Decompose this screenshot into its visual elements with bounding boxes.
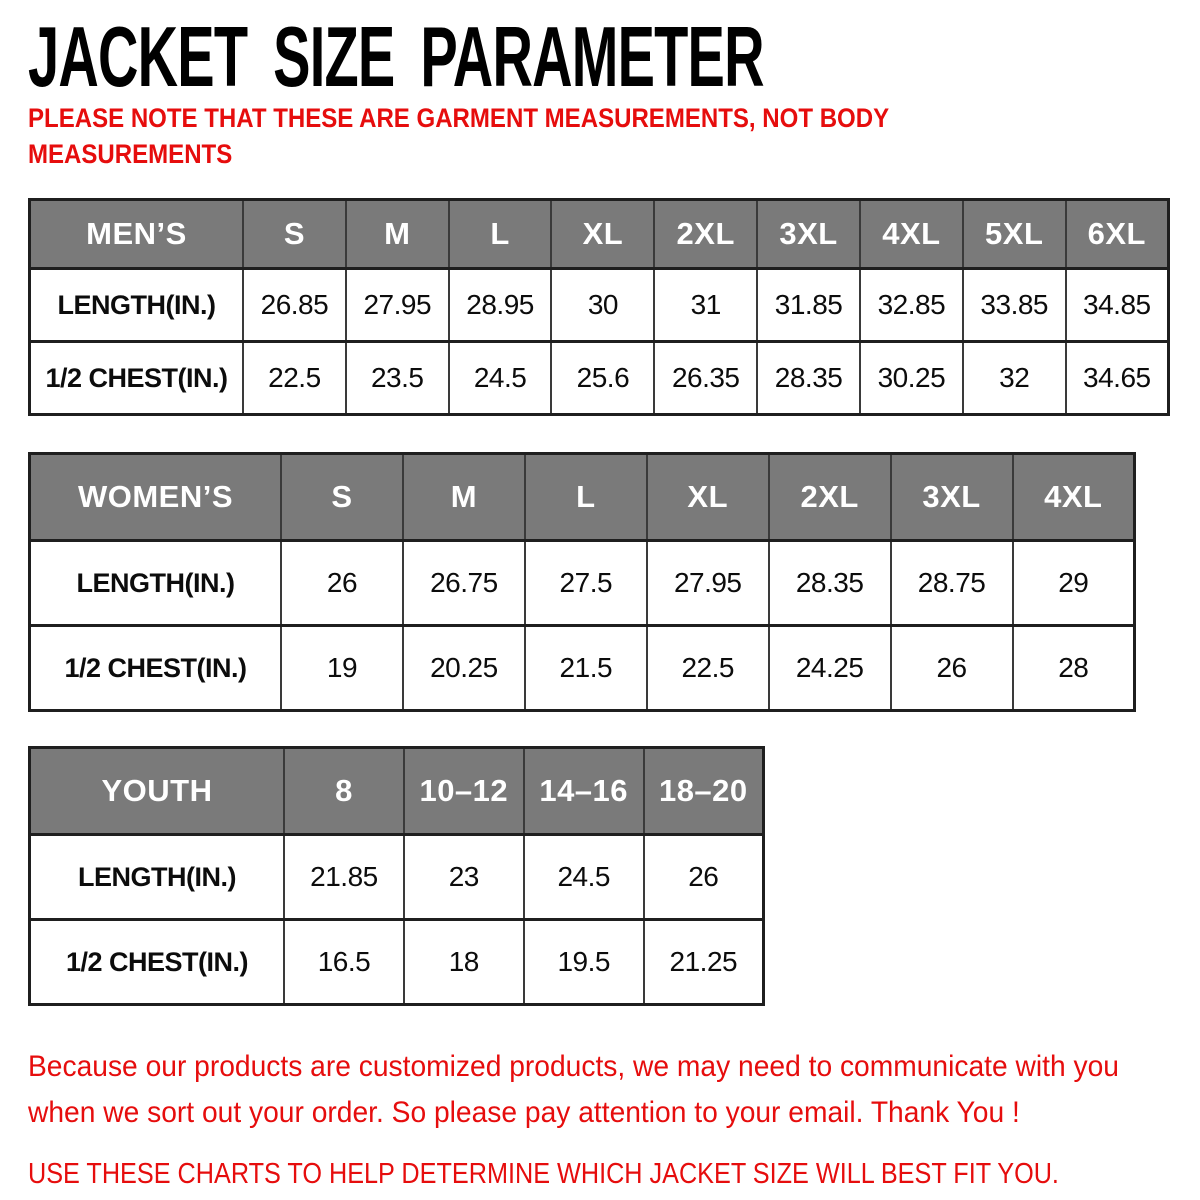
measurement-value-cell: 28.35	[757, 342, 860, 415]
size-header-cell: XL	[551, 200, 654, 269]
custom-order-notice	[28, 1044, 1200, 1136]
measurement-value-cell: 32	[963, 342, 1066, 415]
measurement-value-cell: 34.85	[1066, 269, 1169, 342]
measurement-value-cell: 26	[891, 626, 1013, 711]
measurement-row	[30, 920, 764, 1005]
womens-group-label-cell: WOMEN’S	[30, 454, 282, 541]
measurement-value-cell: 30.25	[860, 342, 963, 415]
size-header-cell: 4XL	[860, 200, 963, 269]
measurement-value-cell: 20.25	[403, 626, 525, 711]
measurement-value-cell: 26	[281, 541, 403, 626]
measurement-value-cell: 24.5	[449, 342, 552, 415]
size-header-cell: 10–12	[404, 748, 524, 835]
size-header-cell: 8	[284, 748, 404, 835]
size-header-cell: 4XL	[1013, 454, 1135, 541]
measurement-value-cell: 28.35	[769, 541, 891, 626]
size-header-row	[30, 454, 1135, 541]
measurement-label-cell: 1/2 CHEST(IN.)	[30, 920, 285, 1005]
size-header-cell: 6XL	[1066, 200, 1169, 269]
page-title: JACKET SIZE PARAMETER	[28, 9, 764, 105]
size-header-cell: L	[525, 454, 647, 541]
measurement-row	[30, 541, 1135, 626]
measurement-value-cell: 16.5	[284, 920, 404, 1005]
measurement-value-cell: 33.85	[963, 269, 1066, 342]
mens-size-table	[28, 198, 1170, 416]
measurement-value-cell: 31.85	[757, 269, 860, 342]
measurement-value-cell: 22.5	[647, 626, 769, 711]
measurement-value-cell: 27.95	[346, 269, 449, 342]
measurement-value-cell: 28	[1013, 626, 1135, 711]
size-header-cell: 3XL	[757, 200, 860, 269]
measurement-value-cell: 27.95	[647, 541, 769, 626]
measurement-row	[30, 342, 1169, 415]
size-header-cell: 14–16	[524, 748, 644, 835]
garment-measurement-note	[28, 100, 1200, 172]
measurement-value-cell: 31	[654, 269, 757, 342]
size-header-cell: S	[243, 200, 346, 269]
measurement-value-cell: 21.85	[284, 835, 404, 920]
measurement-value-cell: 24.25	[769, 626, 891, 711]
size-header-cell: 5XL	[963, 200, 1066, 269]
custom-order-notice-line-1: Because our products are customized products, we may need to communicate with you	[28, 1050, 1119, 1083]
measurement-value-cell: 22.5	[243, 342, 346, 415]
note-line-2: MEASUREMENTS	[28, 139, 233, 169]
measurement-value-cell: 23	[404, 835, 524, 920]
measurement-value-cell: 26	[644, 835, 764, 920]
custom-order-notice-line-2: when we sort out your order. So please pay attention to your email. Thank You !	[28, 1096, 1020, 1129]
size-header-cell: 2XL	[769, 454, 891, 541]
measurement-value-cell: 25.6	[551, 342, 654, 415]
measurement-label-cell: LENGTH(IN.)	[30, 835, 285, 920]
youth-size-table	[28, 746, 765, 1006]
measurement-label-cell: 1/2 CHEST(IN.)	[30, 626, 282, 711]
measurement-value-cell: 21.25	[644, 920, 764, 1005]
measurement-row	[30, 835, 764, 920]
measurement-value-cell: 26.85	[243, 269, 346, 342]
size-header-cell: S	[281, 454, 403, 541]
measurement-value-cell: 28.75	[891, 541, 1013, 626]
measurement-value-cell: 28.95	[449, 269, 552, 342]
chart-usage-advice: USE THESE CHARTS TO HELP DETERMINE WHICH JACKET SIZE WILL BEST FIT YOU.	[28, 1158, 1059, 1190]
measurement-label-cell: LENGTH(IN.)	[30, 541, 282, 626]
measurement-value-cell: 32.85	[860, 269, 963, 342]
size-header-cell: 3XL	[891, 454, 1013, 541]
measurement-value-cell: 19.5	[524, 920, 644, 1005]
measurement-value-cell: 24.5	[524, 835, 644, 920]
measurement-label-cell: 1/2 CHEST(IN.)	[30, 342, 244, 415]
measurement-value-cell: 18	[404, 920, 524, 1005]
measurement-value-cell: 26.35	[654, 342, 757, 415]
measurement-label-cell: LENGTH(IN.)	[30, 269, 244, 342]
size-header-cell: 18–20	[644, 748, 764, 835]
size-header-cell: M	[346, 200, 449, 269]
mens-group-label-cell: MEN’S	[30, 200, 244, 269]
measurement-row	[30, 269, 1169, 342]
size-header-row	[30, 748, 764, 835]
measurement-row	[30, 626, 1135, 711]
youth-group-label-cell: YOUTH	[30, 748, 285, 835]
measurement-value-cell: 23.5	[346, 342, 449, 415]
womens-size-table	[28, 452, 1136, 712]
measurement-value-cell: 29	[1013, 541, 1135, 626]
size-header-row	[30, 200, 1169, 269]
size-header-cell: 2XL	[654, 200, 757, 269]
measurement-value-cell: 30	[551, 269, 654, 342]
measurement-value-cell: 19	[281, 626, 403, 711]
size-header-cell: L	[449, 200, 552, 269]
measurement-value-cell: 27.5	[525, 541, 647, 626]
measurement-value-cell: 34.65	[1066, 342, 1169, 415]
size-header-cell: M	[403, 454, 525, 541]
measurement-value-cell: 21.5	[525, 626, 647, 711]
note-line-1: PLEASE NOTE THAT THESE ARE GARMENT MEASUREMENTS, NOT BODY	[28, 103, 890, 133]
measurement-value-cell: 26.75	[403, 541, 525, 626]
size-header-cell: XL	[647, 454, 769, 541]
